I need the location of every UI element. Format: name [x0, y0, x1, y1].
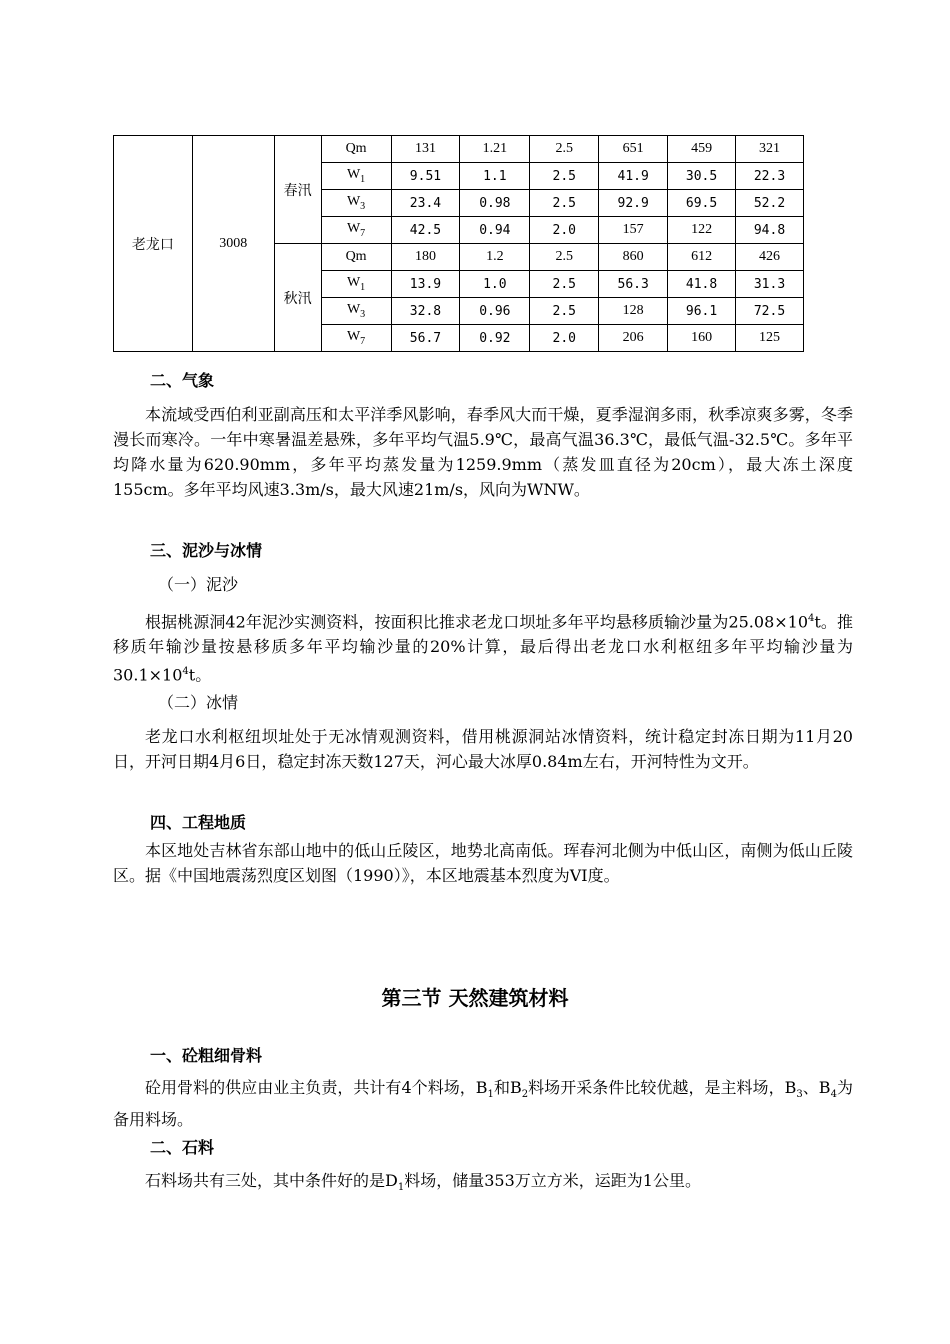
value-cell: 92.9	[599, 190, 668, 217]
value-cell: 30.5	[668, 163, 736, 190]
value-cell: 426	[736, 244, 804, 271]
value-cell: 42.5	[391, 217, 460, 244]
value-cell: 128	[599, 298, 668, 325]
flood-statistics-table	[113, 135, 804, 352]
ice-subheading: （二）冰情	[158, 693, 239, 712]
value-cell: 125	[736, 325, 804, 352]
value-cell: 2.0	[530, 325, 599, 352]
value-cell: 122	[668, 217, 736, 244]
row-label-cell: Qm	[321, 244, 391, 271]
row-label-cell: $W_3$	[321, 190, 391, 217]
value-cell: 1.0	[460, 271, 530, 298]
value-cell: 157	[599, 217, 668, 244]
weather-heading: 二、气象	[150, 371, 215, 390]
site-name-cell: 老龙口	[114, 136, 193, 352]
value-cell: 0.96	[460, 298, 530, 325]
value-cell: 2.5	[530, 136, 599, 163]
value-cell: 13.9	[391, 271, 460, 298]
value-cell: 2.5	[530, 190, 599, 217]
value-cell: 23.4	[391, 190, 460, 217]
stone-heading: 二、石料	[150, 1138, 215, 1157]
value-cell: 0.98	[460, 190, 530, 217]
value-cell: 32.8	[391, 298, 460, 325]
value-cell: 160	[668, 325, 736, 352]
geology-paragraph: 本区地处吉林省东部山地中的低山丘陵区，地势北高南低。珲春河北侧为中低山区，南侧为低山丘陵区。据《中国地震荡烈度区划图（1990）》，本区地震基本烈度为VI度。	[113, 841, 853, 885]
value-cell: 1.21	[460, 136, 530, 163]
value-cell: 2.5	[530, 244, 599, 271]
sediment-ice-heading: 三、泥沙与冰情	[150, 541, 263, 560]
row-label-cell: $W_1$	[321, 271, 391, 298]
row-label-cell: Qm	[321, 136, 391, 163]
value-cell: 459	[668, 136, 736, 163]
value-cell: 860	[599, 244, 668, 271]
weather-paragraph: 本流域受西伯利亚副高压和太平洋季风影响，春季风大而干燥，夏季湿润多雨，秋季凉爽多雾，冬季漫长而寒冷。一年中寒暑温差悬殊，多年平均气温5.9℃，最高气温36.3℃，最低气温-32.5℃。多年平均降水量为620.90mm，多年平均蒸发量为1259.9mm（蒸发皿直径为20cm），最大冻土深度155cm。多年平均风速3.3m/s，最大风速21m/s，风向为WNW。	[113, 405, 853, 499]
sediment-paragraph: 根据桃源洞42年泥沙实测资料，按面积比推求老龙口坝址多年平均悬移质输沙量为$25.08\times 10^4t$。推移质年输沙量按悬移质多年平均输沙量的20%计算，最后得出老龙口水利枢纽多年平均输沙量为$30.1\times 10^4t$。	[113, 612, 853, 685]
row-label-cell: $W_1$	[321, 163, 391, 190]
value-cell: 56.3	[599, 271, 668, 298]
aggregate-paragraph: 砼用骨料的供应由业主负责，共计有4个料场，$B_1$和$B_2$料场开采条件比较优越，是主料场，$B_3$、$B_4$为备用料场。	[113, 1078, 853, 1130]
autumn-flood-label: 秋汛	[274, 244, 321, 352]
row-label-cell: $W_3$	[321, 298, 391, 325]
value-cell: 612	[668, 244, 736, 271]
value-cell: 9.51	[391, 163, 460, 190]
value-cell: 2.5	[530, 163, 599, 190]
table-row	[114, 136, 804, 163]
value-cell: 1.1	[460, 163, 530, 190]
value-cell: 31.3	[736, 271, 804, 298]
area-cell: 3008	[192, 136, 274, 352]
row-label-cell: $W_7$	[321, 217, 391, 244]
value-cell: 2.5	[530, 298, 599, 325]
chapter-title: 第三节 天然建筑材料	[381, 986, 569, 1010]
value-cell: 69.5	[668, 190, 736, 217]
sediment-subheading: （一）泥沙	[158, 575, 239, 594]
row-label-cell: $W_7$	[321, 325, 391, 352]
value-cell: 96.1	[668, 298, 736, 325]
stone-paragraph: 石料场共有三处，其中条件好的是$D_1$料场，储量353万立方米，运距为1公里。	[145, 1171, 701, 1194]
value-cell: 52.2	[736, 190, 804, 217]
value-cell: 41.8	[668, 271, 736, 298]
value-cell: 651	[599, 136, 668, 163]
value-cell: 0.94	[460, 217, 530, 244]
value-cell: 180	[391, 244, 460, 271]
value-cell: 56.7	[391, 325, 460, 352]
value-cell: 1.2	[460, 244, 530, 271]
value-cell: 2.5	[530, 271, 599, 298]
value-cell: 41.9	[599, 163, 668, 190]
ice-paragraph: 老龙口水利枢纽坝址处于无冰情观测资料，借用桃源洞站冰情资料，统计稳定封冻日期为11月20日，开河日期4月6日，稳定封冻天数127天，河心最大冰厚0.84m左右，开河特性为文开。	[113, 727, 853, 771]
value-cell: 22.3	[736, 163, 804, 190]
spring-flood-label: 春汛	[274, 136, 321, 244]
value-cell: 131	[391, 136, 460, 163]
value-cell: 0.92	[460, 325, 530, 352]
geology-heading: 四、工程地质	[150, 813, 247, 832]
value-cell: 2.0	[530, 217, 599, 244]
aggregate-heading: 一、砼粗细骨料	[150, 1046, 263, 1065]
value-cell: 321	[736, 136, 804, 163]
value-cell: 206	[599, 325, 668, 352]
value-cell: 72.5	[736, 298, 804, 325]
value-cell: 94.8	[736, 217, 804, 244]
